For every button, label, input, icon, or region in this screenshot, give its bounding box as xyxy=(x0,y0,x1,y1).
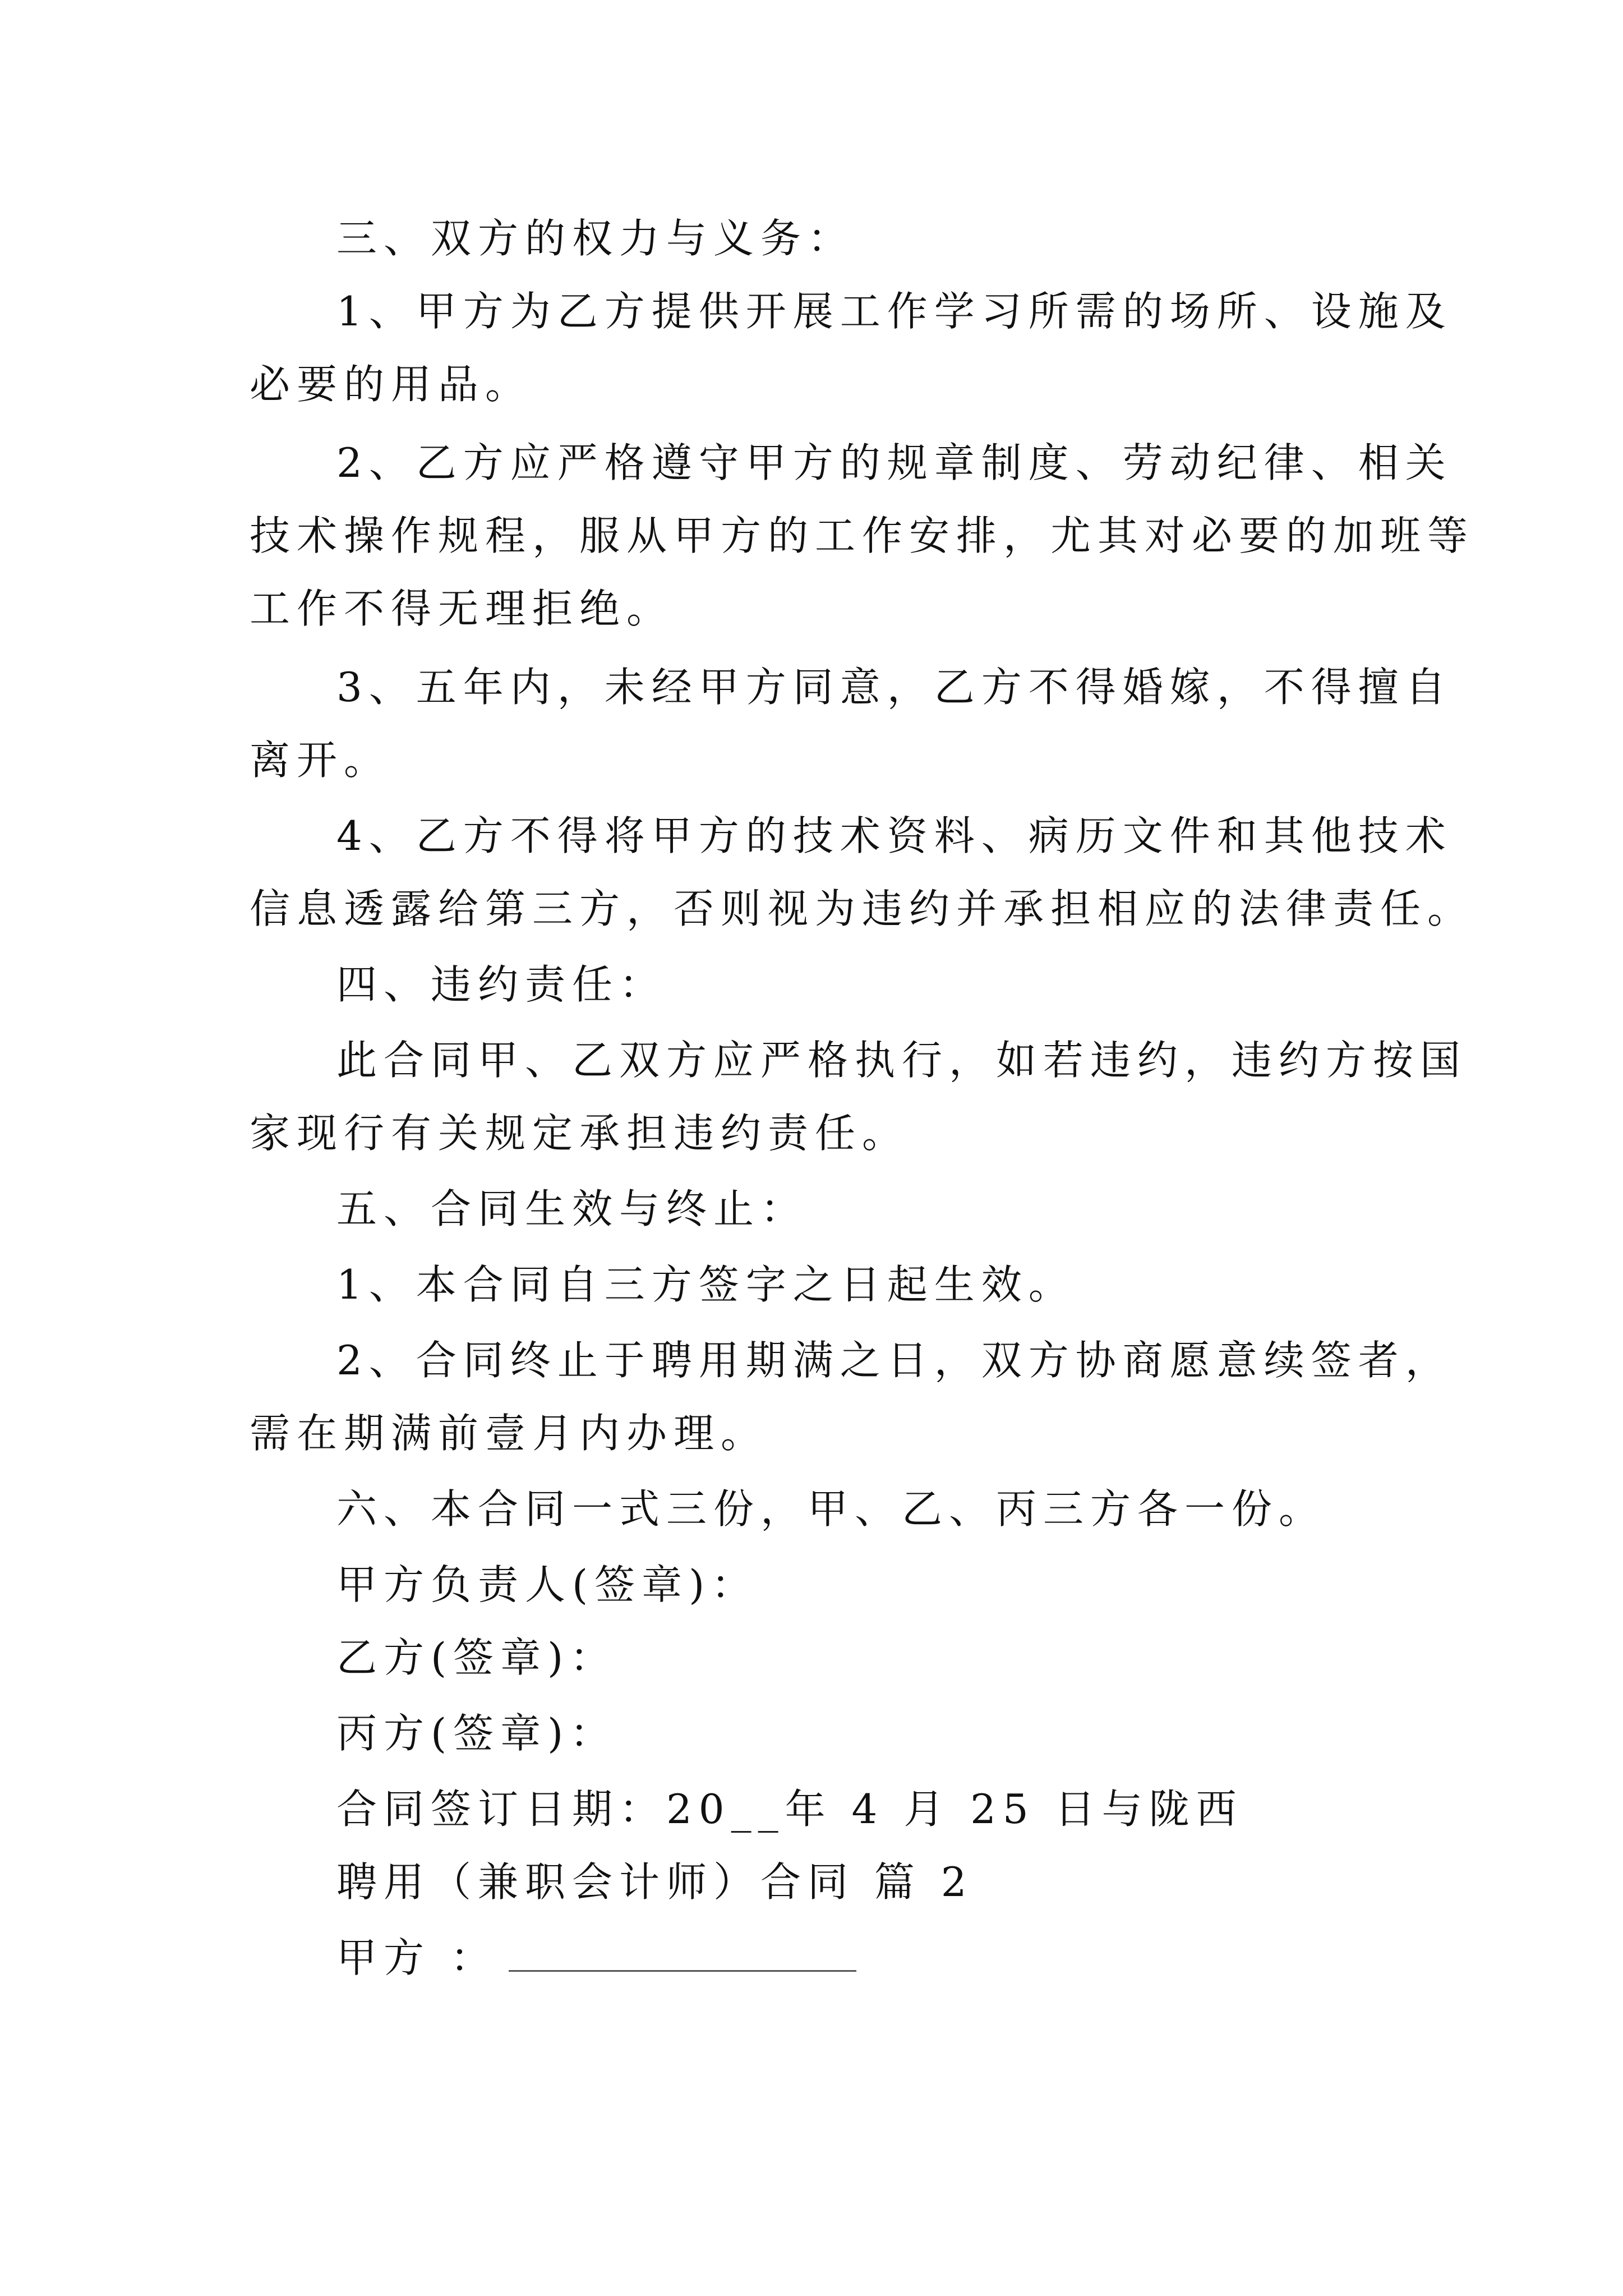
section-heading-breach: 四、违约责任： xyxy=(336,961,667,1008)
paragraph-line: 离开。 xyxy=(250,737,391,784)
contract-date: 合同签订日期：20__年 4 月 25 日与陇西 xyxy=(336,1786,1243,1833)
paragraph-line: 需在期满前壹月内办理。 xyxy=(250,1410,768,1457)
paragraph-line: 家现行有关规定承担违约责任。 xyxy=(250,1110,910,1157)
paragraph-line: 技术操作规程，服从甲方的工作安排，尤其对必要的加班等 xyxy=(250,512,1475,559)
party-a-blank-line xyxy=(509,1936,856,1972)
paragraph-line: 1、甲方为乙方提供开展工作学习所需的场所、设施及 xyxy=(336,288,1453,335)
contract-title-part-2: 聘用（兼职会计师）合同 篇 2 xyxy=(336,1858,974,1906)
section-heading-rights: 三、双方的权力与义务： xyxy=(336,215,855,262)
paragraph-line: 工作不得无理拒绝。 xyxy=(250,585,674,632)
paragraph-line: 信息透露给第三方，否则视为违约并承担相应的法律责任。 xyxy=(250,885,1475,932)
paragraph-line: 2、合同终止于聘用期满之日，双方协商愿意续签者， xyxy=(336,1337,1453,1384)
paragraph-line: 2、乙方应严格遵守甲方的规章制度、劳动纪律、相关 xyxy=(336,439,1453,486)
paragraph-line: 必要的用品。 xyxy=(250,361,533,408)
paragraph-line: 此合同甲、乙双方应严格执行，如若违约，违约方按国 xyxy=(336,1037,1468,1084)
party-a-label: 甲方 ： xyxy=(336,1934,497,1981)
party-a-field-row xyxy=(336,1930,856,1986)
paragraph-line: 3、五年内，未经甲方同意，乙方不得婚嫁，不得擅自 xyxy=(336,664,1453,711)
signature-party-c: 丙方(签章)： xyxy=(336,1710,617,1757)
signature-party-a-leader: 甲方负责人(签章)： xyxy=(336,1561,759,1608)
section-heading-effect: 五、合同生效与终止： xyxy=(336,1185,808,1232)
section-heading-copies: 六、本合同一式三份，甲、乙、丙三方各一份。 xyxy=(336,1485,1326,1533)
paragraph-line: 1、本合同自三方签字之日起生效。 xyxy=(336,1261,1076,1308)
signature-party-b: 乙方(签章)： xyxy=(336,1634,617,1681)
paragraph-line: 4、乙方不得将甲方的技术资料、病历文件和其他技术 xyxy=(336,812,1453,859)
